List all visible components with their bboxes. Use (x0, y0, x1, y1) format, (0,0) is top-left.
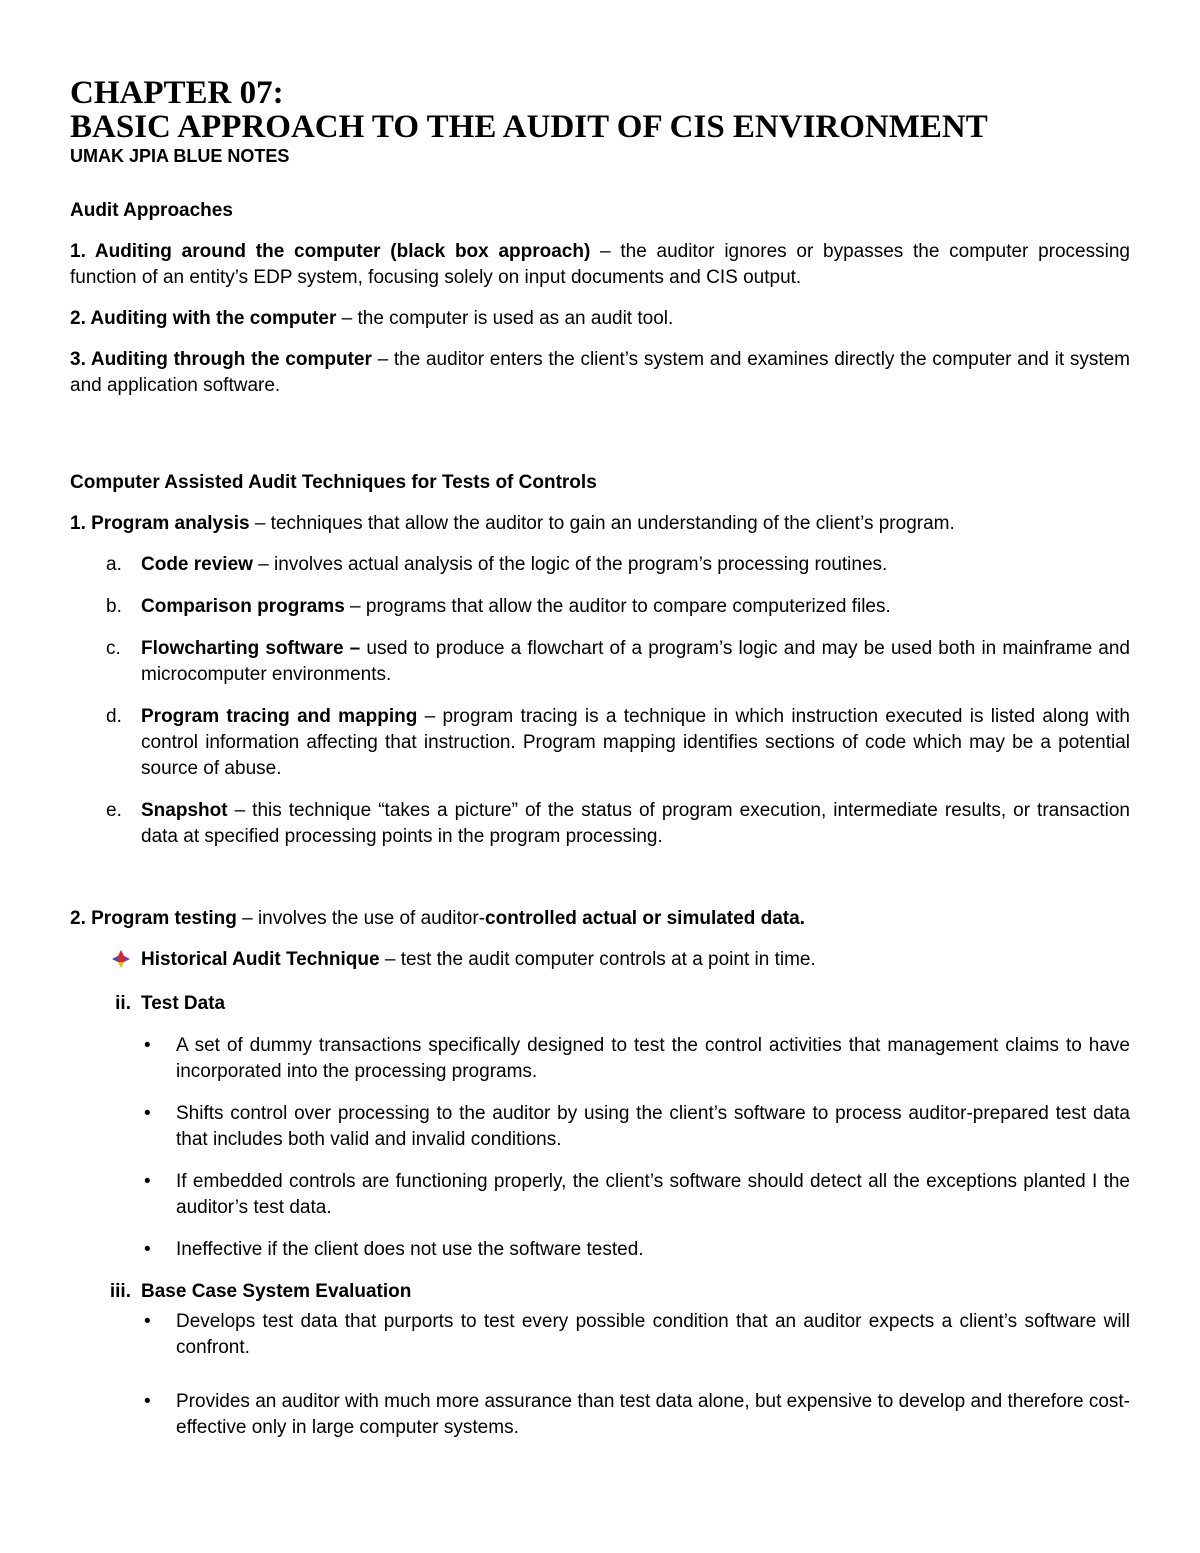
list-item (70, 704, 1130, 782)
four-color-arrow-icon (111, 949, 131, 969)
section-heading-caat: Computer Assisted Audit Techniques for Tests of Controls (70, 472, 597, 493)
program-analysis-term: 1. Program analysis (70, 513, 250, 534)
list-term: Snapshot (141, 800, 228, 821)
bullet-icon: • (144, 1103, 151, 1124)
historical-audit-text: – test the audit computer controls at a point in time. (379, 949, 816, 970)
audit-approach-item (70, 239, 1130, 291)
program-analysis-item (70, 511, 1130, 537)
roman-label: ii. (115, 993, 131, 1014)
program-analysis-text: – techniques that allow the auditor to gain an understanding of the client’s program. (249, 513, 955, 534)
list-item (70, 1101, 1130, 1153)
base-case-title: Base Case System Evaluation (141, 1281, 412, 1302)
list-text: – programs that allow the auditor to compare computerized files. (344, 596, 891, 617)
bullet-icon: • (144, 1391, 151, 1412)
list-label: c. (106, 638, 121, 659)
list-item (70, 1309, 1130, 1361)
document-page (70, 76, 1130, 1457)
program-testing-item (70, 906, 1130, 932)
bullet-icon: • (144, 1035, 151, 1056)
audit-approach-text: – the auditor ignores or bypasses the computer processing function of an entity’s EDP system, focusing solely on input documents and CIS output. (70, 241, 1130, 288)
program-testing-term: 2. Program testing (70, 908, 237, 929)
base-case-heading (70, 1279, 1130, 1305)
bullet-text: Ineffective if the client does not use the software tested. (176, 1239, 644, 1260)
bullet-icon: • (144, 1239, 151, 1260)
list-label: a. (106, 554, 122, 575)
bullet-icon: • (144, 1171, 151, 1192)
historical-audit-term: Historical Audit Technique (141, 949, 380, 970)
list-item (70, 594, 1130, 620)
audit-approach-term: 2. Auditing with the computer (70, 308, 337, 329)
list-term: Code review (141, 554, 253, 575)
audit-approach-text: – the computer is used as an audit tool. (336, 308, 674, 329)
bullet-text: Develops test data that purports to test every possible condition that an auditor expects a client’s software will confront. (176, 1311, 1130, 1358)
audit-approach-term: 3. Auditing through the computer (70, 349, 372, 370)
list-text: – program tracing is a technique in which instruction executed is listed along with control information affecting that instruction. Program mapping identifies sections of code which may be a potential source of abuse. (141, 706, 1130, 779)
list-term: Comparison programs (141, 596, 345, 617)
list-label: d. (106, 706, 122, 727)
list-label: b. (106, 596, 122, 617)
audit-approach-term: 1. Auditing around the computer (black box approach) (70, 241, 591, 262)
chapter-title: BASIC APPROACH TO THE AUDIT OF CIS ENVIRONMENT (70, 109, 988, 145)
test-data-heading (70, 991, 1130, 1017)
bullet-text: A set of dummy transactions specifically designed to test the control activities that management claims to have incorporated into the processing programs. (176, 1035, 1130, 1082)
list-item (70, 552, 1130, 578)
list-term: Program tracing and mapping (141, 706, 418, 727)
list-text: – this technique “takes a picture” of the status of program execution, intermediate results, or transaction data at specified processing points in the program processing. (141, 800, 1130, 847)
list-item (70, 1033, 1130, 1085)
bullet-icon: • (144, 1311, 151, 1332)
chapter-number: CHAPTER 07: (70, 75, 284, 111)
list-term: Flowcharting software – (141, 638, 361, 659)
program-testing-bold-tail: controlled actual or simulated data. (485, 908, 805, 929)
audit-approach-item (70, 347, 1130, 399)
list-item (70, 1237, 1130, 1263)
roman-label: iii. (109, 1281, 131, 1302)
list-text: – involves actual analysis of the logic of the program’s processing routines. (252, 554, 888, 575)
list-item (70, 1389, 1130, 1441)
document-subtitle: UMAK JPIA BLUE NOTES (70, 146, 290, 166)
historical-audit-item (70, 947, 1130, 975)
bullet-text: Shifts control over processing to the auditor by using the client’s software to process auditor-prepared test data that includes both valid and invalid conditions. (176, 1103, 1130, 1150)
program-testing-text: – involves the use of auditor- (236, 908, 486, 929)
list-item (70, 798, 1130, 850)
list-item (70, 636, 1130, 688)
bullet-text: Provides an auditor with much more assurance than test data alone, but expensive to develop and therefore cost-effective only in large computer systems. (176, 1391, 1130, 1438)
audit-approach-item (70, 306, 1130, 332)
list-item (70, 1169, 1130, 1221)
list-text: used to produce a flowchart of a program’s logic and may be used both in mainframe and microcomputer environments. (141, 638, 1130, 685)
audit-approach-text: – the auditor enters the client’s system and examines directly the computer and it system and application software. (70, 349, 1130, 396)
list-label: e. (106, 800, 122, 821)
test-data-title: Test Data (141, 993, 226, 1014)
section-heading-audit-approaches: Audit Approaches (70, 200, 233, 221)
bullet-text: If embedded controls are functioning properly, the client’s software should detect all the exceptions planted I the auditor’s test data. (176, 1171, 1130, 1218)
